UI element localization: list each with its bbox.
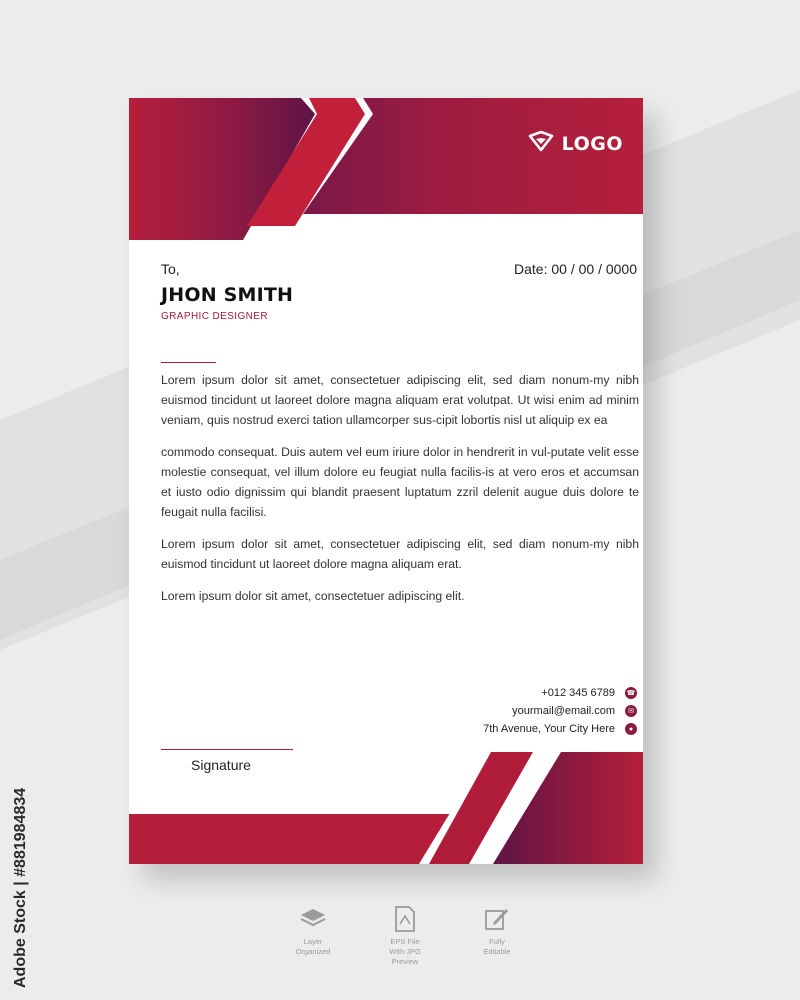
watermark-text: Adobe Stock | #881984834 — [12, 787, 29, 988]
contact-phone: +012 345 6789 ☎ — [541, 687, 636, 699]
feature-eps: EPS File With JPG Preview — [377, 905, 433, 967]
feature-layers: Layer Organized — [285, 905, 341, 967]
location-pin-icon: ● — [625, 723, 637, 735]
email-icon: ✉ — [625, 705, 637, 717]
contact-block — [483, 684, 637, 738]
recipient-title: GRAPHIC DESIGNER — [161, 311, 268, 322]
signature-label: Signature — [191, 757, 251, 773]
date-line — [514, 261, 637, 277]
body-paragraph: Lorem ipsum dolor sit amet, consectetuer adipiscing elit. — [161, 589, 465, 603]
body-paragraph: Lorem ipsum dolor sit amet, consectetuer adipiscing elit, sed diam nonum-my nibh euismod tincidunt ut laoreet dolore magna aliquam erat. — [161, 537, 639, 571]
date-label: Date: — [514, 261, 548, 277]
date-value: 00 / 00 / 0000 — [551, 261, 637, 277]
eps-file-icon — [377, 905, 433, 933]
phone-icon: ☎ — [625, 687, 637, 699]
contact-email: yourmail@email.com ✉ — [483, 702, 637, 720]
logo-icon — [528, 130, 554, 157]
body-paragraph: commodo consequat. Duis autem vel eum iriure dolor in hendrerit in vul-putate velit esse molestie consequat, vel illum dolore eu feugiat nulla facilis-is at vero eros et accumsan et iusto odio dignissim qui blandit praesent luptatum zzril delenit augue duis dolore te feugait nulla facilisi. — [161, 445, 639, 519]
divider — [161, 362, 216, 363]
company-logo — [528, 130, 623, 157]
edit-icon — [469, 905, 525, 933]
to-label: To, — [161, 261, 180, 277]
letter-body — [161, 370, 639, 618]
header-band — [129, 98, 643, 240]
recipient-name: JHON SMITH — [161, 284, 294, 306]
layers-icon — [285, 905, 341, 933]
contact-address: 7th Avenue, Your City Here ● — [483, 720, 637, 738]
feature-icons — [285, 905, 525, 967]
feature-editable: Fully Editable — [469, 905, 525, 967]
letterhead-page — [129, 98, 643, 864]
adobe-stock-watermark — [3, 758, 33, 990]
body-paragraph: Lorem ipsum dolor sit amet, consectetuer adipiscing elit, sed diam nonum-my nibh euismod tincidunt ut laoreet dolore magna aliquam erat volutpat. Ut wisi enim ad minim veniam, quis nostrud exerci tation ullamcorper sus-cipit lobortis nisl ut aliquip ex ea — [161, 373, 639, 427]
signature-line — [161, 749, 293, 750]
logo-text: LOGO — [561, 132, 623, 155]
